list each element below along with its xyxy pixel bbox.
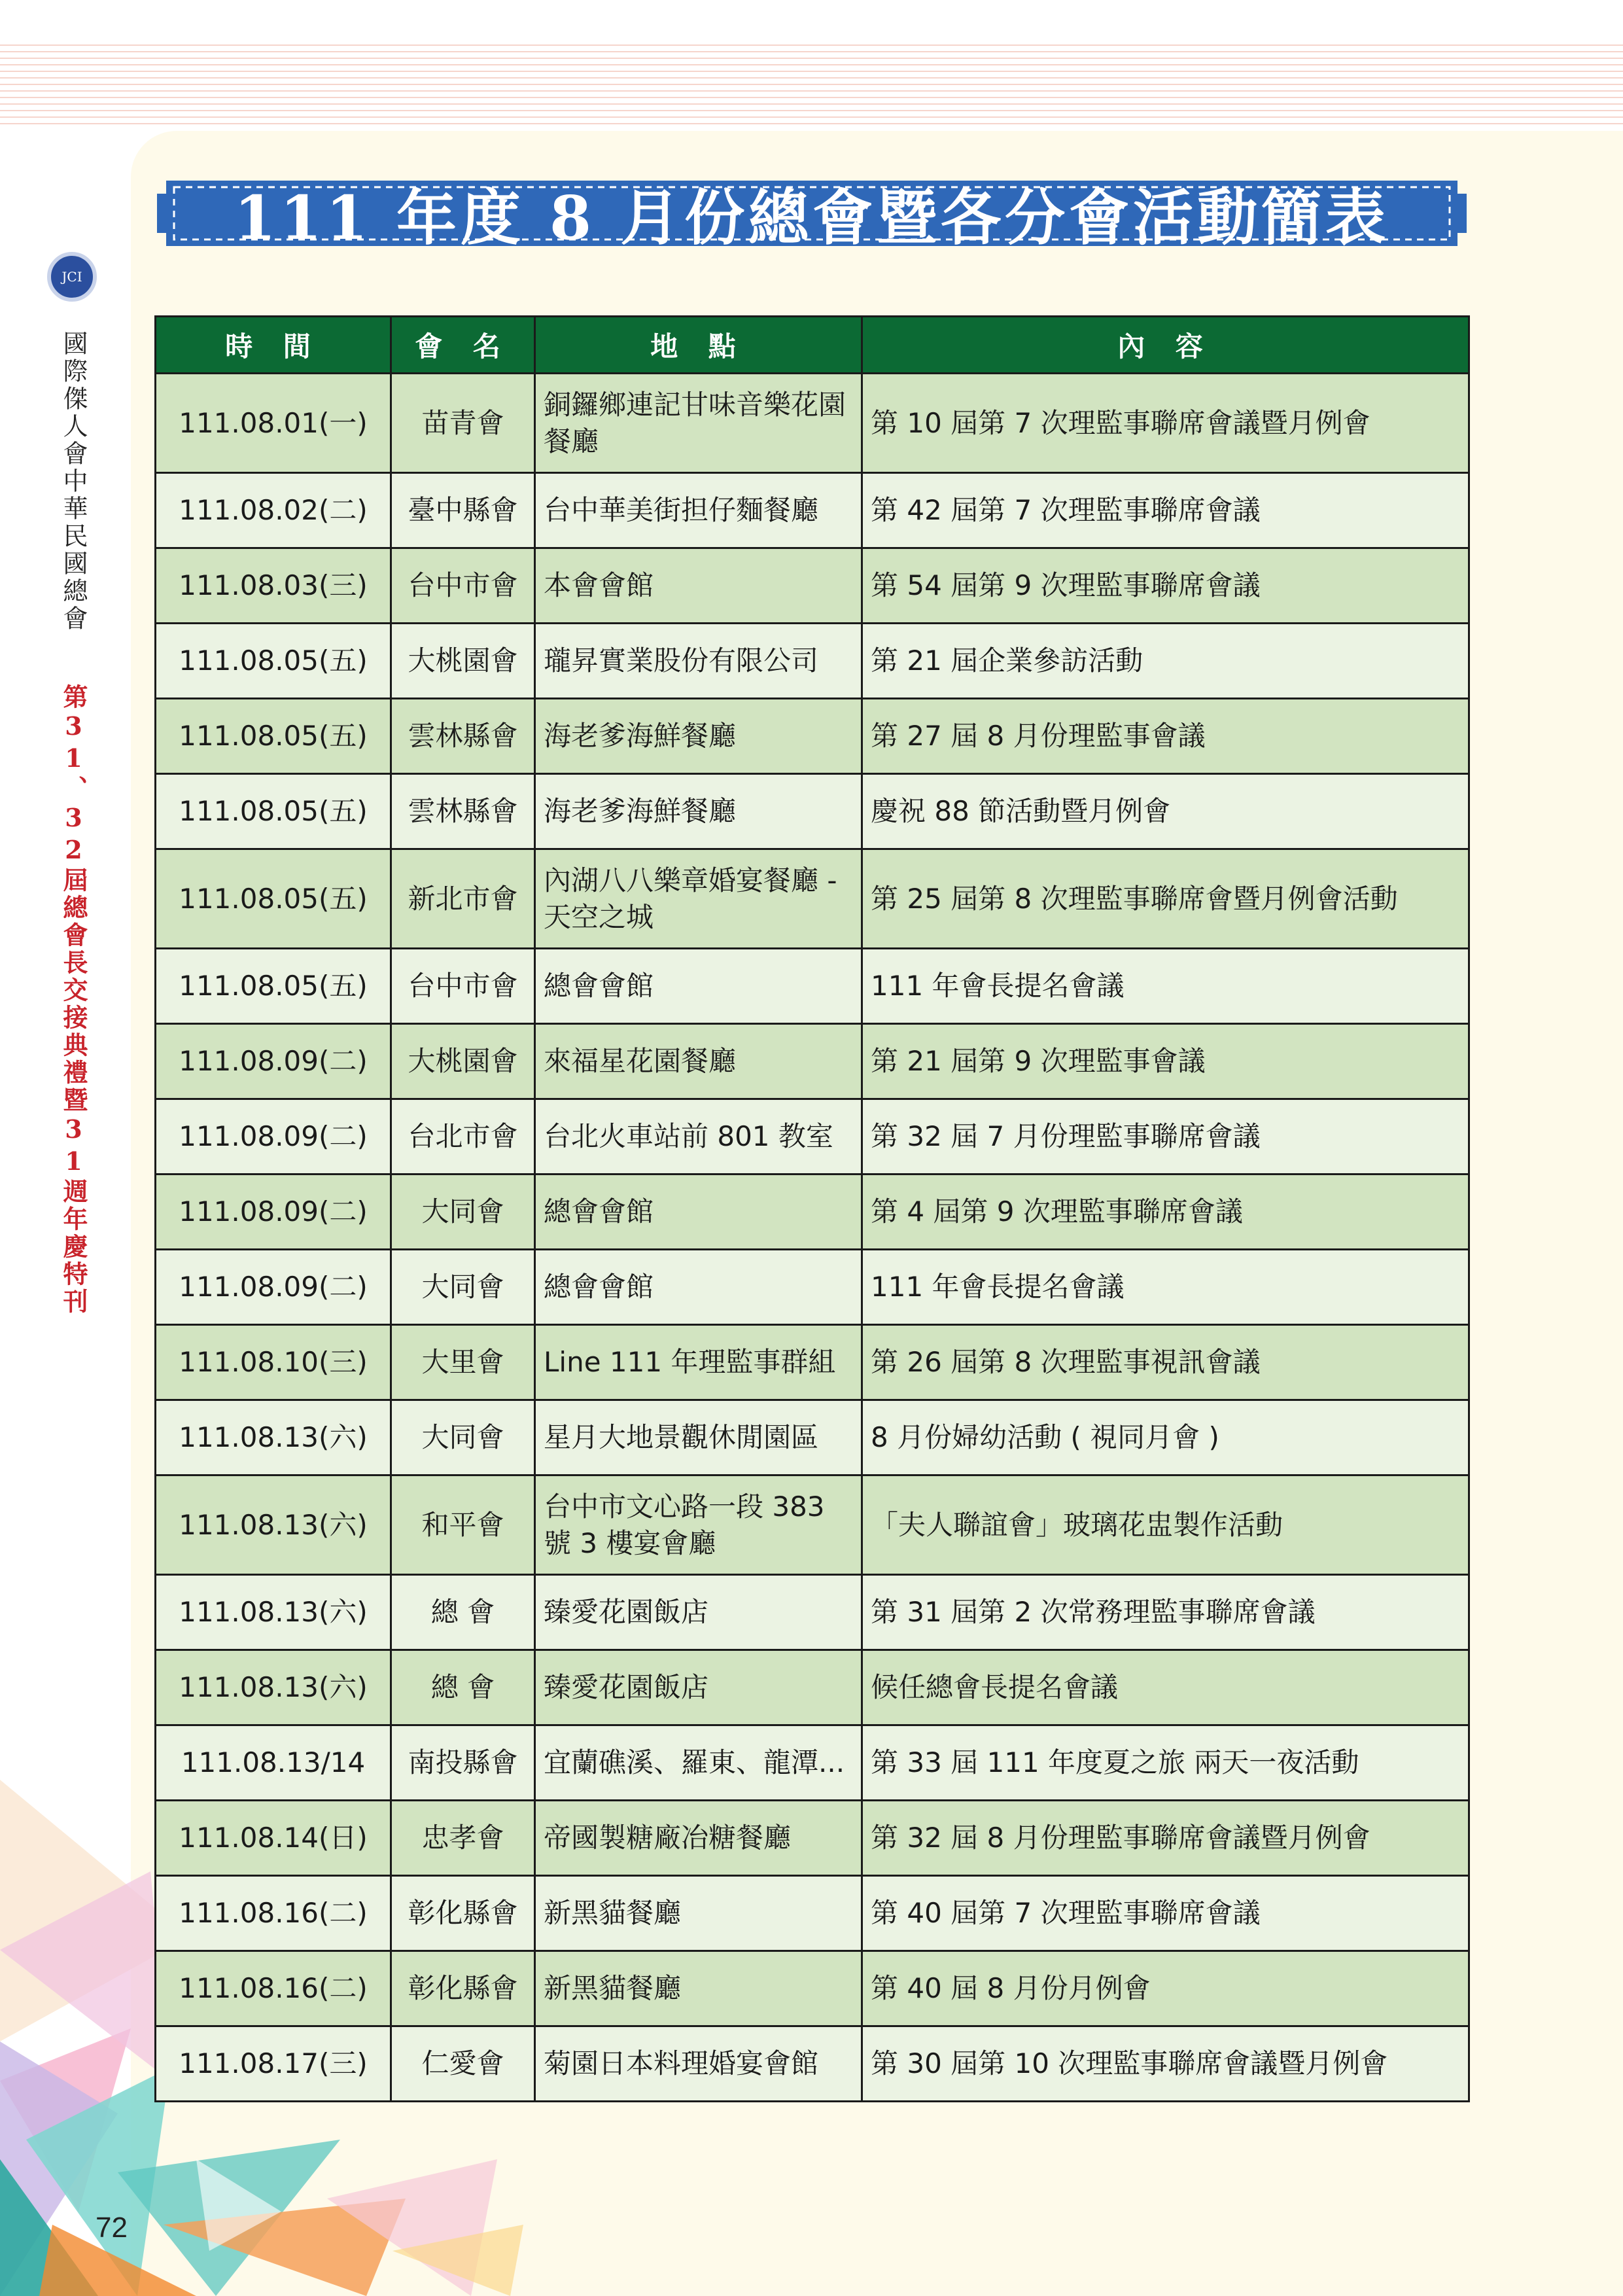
cell-club: 忠孝會: [391, 1801, 535, 1876]
cell-place: 臻愛花園飯店: [535, 1650, 862, 1725]
cell-club: 彰化縣會: [391, 1876, 535, 1951]
cell-place: 海老爹海鮮餐廳: [535, 774, 862, 849]
cell-club: 總 會: [391, 1650, 535, 1725]
cell-content: 第 32 屆 7 月份理監事聯席會議: [862, 1099, 1469, 1174]
cell-date: 111.08.13(六): [156, 1575, 391, 1650]
cell-place: 新黑貓餐廳: [535, 1951, 862, 2026]
cell-date: 111.08.13(六): [156, 1475, 391, 1575]
cell-content: 第 27 屆 8 月份理監事會議: [862, 699, 1469, 774]
cell-content: 111 年會長提名會議: [862, 1250, 1469, 1325]
cell-place: 海老爹海鮮餐廳: [535, 699, 862, 774]
table-row: [156, 1876, 1469, 1951]
table-header-row: [156, 317, 1469, 374]
cell-club: 大同會: [391, 1400, 535, 1475]
cell-content: 第 21 屆企業參訪活動: [862, 624, 1469, 699]
cell-date: 111.08.09(二): [156, 1174, 391, 1250]
header-time: 時 間: [156, 317, 391, 374]
table-row: [156, 699, 1469, 774]
cell-content: 「夫人聯誼會」玻璃花盅製作活動: [862, 1475, 1469, 1575]
organization-logo: [47, 252, 97, 302]
cell-club: 彰化縣會: [391, 1951, 535, 2026]
cell-club: 大桃園會: [391, 1024, 535, 1099]
table-row: [156, 473, 1469, 548]
cell-date: 111.08.05(五): [156, 699, 391, 774]
issue-title: 第31、32屆總會長交接典禮暨31週年慶特刊: [59, 684, 88, 1316]
cell-club: 台中市會: [391, 949, 535, 1024]
cell-date: 111.08.09(二): [156, 1099, 391, 1174]
logo-text: JCI: [61, 269, 82, 285]
page-number: 72: [96, 2212, 128, 2244]
cell-content: 第 30 屆第 10 次理監事聯席會議暨月例會: [862, 2026, 1469, 2102]
cell-place: 內湖八八樂章婚宴餐廳 - 天空之城: [535, 849, 862, 949]
cell-club: 大里會: [391, 1325, 535, 1400]
cell-club: 苗青會: [391, 374, 535, 473]
cell-content: 第 42 屆第 7 次理監事聯席會議: [862, 473, 1469, 548]
cell-club: 大桃園會: [391, 624, 535, 699]
cell-content: 第 10 屆第 7 次理監事聯席會議暨月例會: [862, 374, 1469, 473]
side-title: [54, 330, 93, 1316]
cell-content: 第 40 屆 8 月份月例會: [862, 1951, 1469, 2026]
cell-place: 臻愛花園飯店: [535, 1575, 862, 1650]
cell-date: 111.08.10(三): [156, 1325, 391, 1400]
cell-date: 111.08.14(日): [156, 1801, 391, 1876]
table-row: [156, 624, 1469, 699]
cell-club: 台中市會: [391, 548, 535, 624]
cell-date: 111.08.03(三): [156, 548, 391, 624]
cell-content: 第 40 屆第 7 次理監事聯席會議: [862, 1876, 1469, 1951]
cell-place: 宜蘭礁溪、羅東、龍潭...: [535, 1725, 862, 1801]
cell-club: 和平會: [391, 1475, 535, 1575]
cell-content: 第 26 屆第 8 次理監事視訊會議: [862, 1325, 1469, 1400]
cell-place: 台中華美街担仔麵餐廳: [535, 473, 862, 548]
cell-place: Line 111 年理監事群組: [535, 1325, 862, 1400]
table-row: [156, 774, 1469, 849]
cell-date: 111.08.13/14: [156, 1725, 391, 1801]
cell-place: 新黑貓餐廳: [535, 1876, 862, 1951]
table-row: [156, 1325, 1469, 1400]
cell-place: 菊園日本料理婚宴會館: [535, 2026, 862, 2102]
cell-content: 第 33 屆 111 年度夏之旅 兩天一夜活動: [862, 1725, 1469, 1801]
table-row: [156, 1575, 1469, 1650]
cell-date: 111.08.17(三): [156, 2026, 391, 2102]
cell-club: 大同會: [391, 1250, 535, 1325]
title-banner: [154, 171, 1469, 255]
table-row: [156, 949, 1469, 1024]
table-row: [156, 1725, 1469, 1801]
cell-club: 仁愛會: [391, 2026, 535, 2102]
cell-place: 總會會館: [535, 1174, 862, 1250]
cell-content: 第 21 屆第 9 次理監事會議: [862, 1024, 1469, 1099]
cell-date: 111.08.09(二): [156, 1024, 391, 1099]
cell-content: 8 月份婦幼活動 ( 視同月會 ): [862, 1400, 1469, 1475]
organization-name: 國際傑人會中華民國總會: [59, 330, 88, 633]
cell-date: 111.08.05(五): [156, 774, 391, 849]
header-place: 地 點: [535, 317, 862, 374]
cell-content: 第 54 屆第 9 次理監事聯席會議: [862, 548, 1469, 624]
table-row: [156, 1174, 1469, 1250]
cell-place: 來福星花園餐廳: [535, 1024, 862, 1099]
cell-content: 第 4 屆第 9 次理監事聯席會議: [862, 1174, 1469, 1250]
cell-date: 111.08.13(六): [156, 1650, 391, 1725]
cell-club: 新北市會: [391, 849, 535, 949]
cell-place: 總會會館: [535, 1250, 862, 1325]
cell-date: 111.08.16(二): [156, 1951, 391, 2026]
cell-date: 111.08.05(五): [156, 624, 391, 699]
table-row: [156, 1475, 1469, 1575]
cell-place: 帝國製糖廠冶糖餐廳: [535, 1801, 862, 1876]
cell-club: 南投縣會: [391, 1725, 535, 1801]
cell-club: 總 會: [391, 1575, 535, 1650]
table-row: [156, 1250, 1469, 1325]
table-row: [156, 548, 1469, 624]
cell-place: 銅鑼鄉連記甘味音樂花園餐廳: [535, 374, 862, 473]
header-content: 內 容: [862, 317, 1469, 374]
cell-place: 台北火車站前 801 教室: [535, 1099, 862, 1174]
cell-club: 大同會: [391, 1174, 535, 1250]
cell-place: 總會會館: [535, 949, 862, 1024]
cell-club: 雲林縣會: [391, 699, 535, 774]
cell-date: 111.08.01(一): [156, 374, 391, 473]
cell-content: 第 25 屆第 8 次理監事聯席會暨月例會活動: [862, 849, 1469, 949]
cell-content: 候任總會長提名會議: [862, 1650, 1469, 1725]
cell-place: 本會會館: [535, 548, 862, 624]
cell-club: 台北市會: [391, 1099, 535, 1174]
cell-content: 第 32 屆 8 月份理監事聯席會議暨月例會: [862, 1801, 1469, 1876]
cell-content: 111 年會長提名會議: [862, 949, 1469, 1024]
cell-date: 111.08.05(五): [156, 849, 391, 949]
table-row: [156, 1650, 1469, 1725]
cell-content: 慶祝 88 節活動暨月例會: [862, 774, 1469, 849]
header-club: 會 名: [391, 317, 535, 374]
table-row: [156, 1400, 1469, 1475]
cell-date: 111.08.13(六): [156, 1400, 391, 1475]
cell-content: 第 31 屆第 2 次常務理監事聯席會議: [862, 1575, 1469, 1650]
table-row: [156, 1099, 1469, 1174]
cell-date: 111.08.09(二): [156, 1250, 391, 1325]
activity-schedule-table: [154, 315, 1470, 2102]
cell-date: 111.08.05(五): [156, 949, 391, 1024]
cell-club: 臺中縣會: [391, 473, 535, 548]
table-row: [156, 2026, 1469, 2102]
cell-place: 星月大地景觀休閒園區: [535, 1400, 862, 1475]
cell-place: 瓏昇實業股份有限公司: [535, 624, 862, 699]
cell-club: 雲林縣會: [391, 774, 535, 849]
table-row: [156, 1024, 1469, 1099]
table-row: [156, 849, 1469, 949]
page-title: 111 年度 8 月份總會暨各分會活動簡表: [234, 183, 1390, 253]
cell-date: 111.08.16(二): [156, 1876, 391, 1951]
cell-date: 111.08.02(二): [156, 473, 391, 548]
table-row: [156, 1801, 1469, 1876]
cell-place: 台中市文心路一段 383 號 3 樓宴會廳: [535, 1475, 862, 1575]
table-row: [156, 374, 1469, 473]
table-row: [156, 1951, 1469, 2026]
